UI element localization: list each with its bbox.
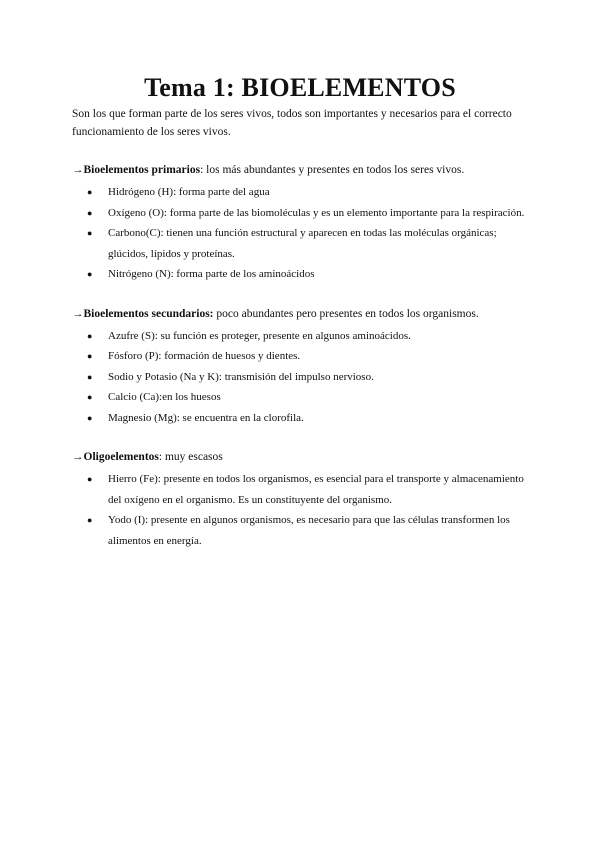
bullet-icon: ● bbox=[87, 392, 93, 402]
list-item-text: Calcio (Ca):en los huesos bbox=[108, 391, 221, 403]
list-item-text: Oxígeno (O): forma parte de las biomoléculas y es un elemento importante para la respiración. bbox=[108, 206, 525, 219]
bullet-icon: ● bbox=[87, 330, 93, 341]
section-primarios bbox=[72, 161, 528, 285]
section-heading bbox=[72, 448, 528, 466]
bullet-icon: ● bbox=[87, 228, 93, 238]
list-item bbox=[87, 182, 528, 203]
list-item-text: Magnesio (Mg): se encuentra en la clorofila. bbox=[108, 411, 304, 424]
bullet-icon: ● bbox=[87, 187, 93, 197]
bullet-list bbox=[72, 469, 528, 551]
list-item-text: Yodo (I): presente en algunos organismos, es necesario para que las células transformen los alimentos en energía. bbox=[108, 514, 510, 547]
intro-paragraph: Son los que forman parte de los seres vivos, todos son importantes y necesarios para el correcto funcionamiento de los seres vivos. bbox=[72, 108, 512, 138]
list-item-text: Fósforo (P): formación de huesos y dientes. bbox=[108, 350, 301, 362]
list-item bbox=[87, 469, 528, 510]
section-title: Bioelementos secundarios: bbox=[83, 307, 214, 320]
list-item bbox=[87, 203, 528, 224]
bullet-list bbox=[72, 326, 528, 429]
section-description: : muy escasos bbox=[158, 451, 223, 463]
bullet-icon: ● bbox=[87, 269, 93, 279]
section-description: : los más abundantes y presentes en todos los seres vivos. bbox=[200, 164, 465, 176]
section-title: Oligoelementos bbox=[83, 451, 159, 463]
bullet-icon: ● bbox=[87, 474, 93, 484]
list-item-text: Carbono(C): tienen una función estructural y aparecen en todas las moléculas orgánicas; glúcidos, lípidos y proteínas. bbox=[108, 227, 497, 260]
section-heading bbox=[72, 305, 528, 323]
page-title: Tema 1: BIOELEMENTOS bbox=[144, 73, 456, 102]
list-item bbox=[87, 510, 528, 551]
bullet-icon: ● bbox=[87, 412, 93, 423]
bullet-icon: ● bbox=[87, 371, 93, 382]
section-description: poco abundantes pero presentes en todos los organismos. bbox=[213, 307, 479, 320]
list-item-text: Hidrógeno (H): forma parte del agua bbox=[108, 186, 270, 198]
section-title: Bioelementos primarios bbox=[83, 164, 201, 176]
list-item bbox=[87, 408, 528, 429]
list-item bbox=[87, 367, 528, 388]
list-item-text: Nitrógeno (N): forma parte de los aminoácidos bbox=[108, 268, 315, 280]
list-item bbox=[87, 223, 528, 264]
list-item bbox=[87, 264, 528, 285]
list-item-text: Hierro (Fe): presente en todos los organismos, es esencial para el transporte y almacenamiento del oxígeno en el organismo. Es un constituyente del organismo. bbox=[108, 473, 524, 506]
list-item bbox=[87, 346, 528, 367]
bullet-icon: ● bbox=[87, 515, 93, 525]
arrow-icon: → bbox=[72, 307, 84, 320]
list-item-text: Sodio y Potasio (Na y K): transmisión del impulso nervioso. bbox=[108, 370, 374, 383]
section-oligoelementos bbox=[72, 448, 528, 551]
arrow-icon: → bbox=[72, 451, 84, 463]
bullet-list bbox=[72, 182, 528, 285]
list-item bbox=[87, 387, 528, 408]
bullet-icon: ● bbox=[87, 207, 93, 218]
section-heading bbox=[72, 161, 528, 179]
list-item bbox=[87, 326, 528, 347]
section-secundarios bbox=[72, 305, 528, 429]
list-item-text: Azufre (S): su función es proteger, presente en algunos aminoácidos. bbox=[108, 329, 411, 342]
bullet-icon: ● bbox=[87, 351, 93, 361]
arrow-icon: → bbox=[72, 164, 84, 176]
